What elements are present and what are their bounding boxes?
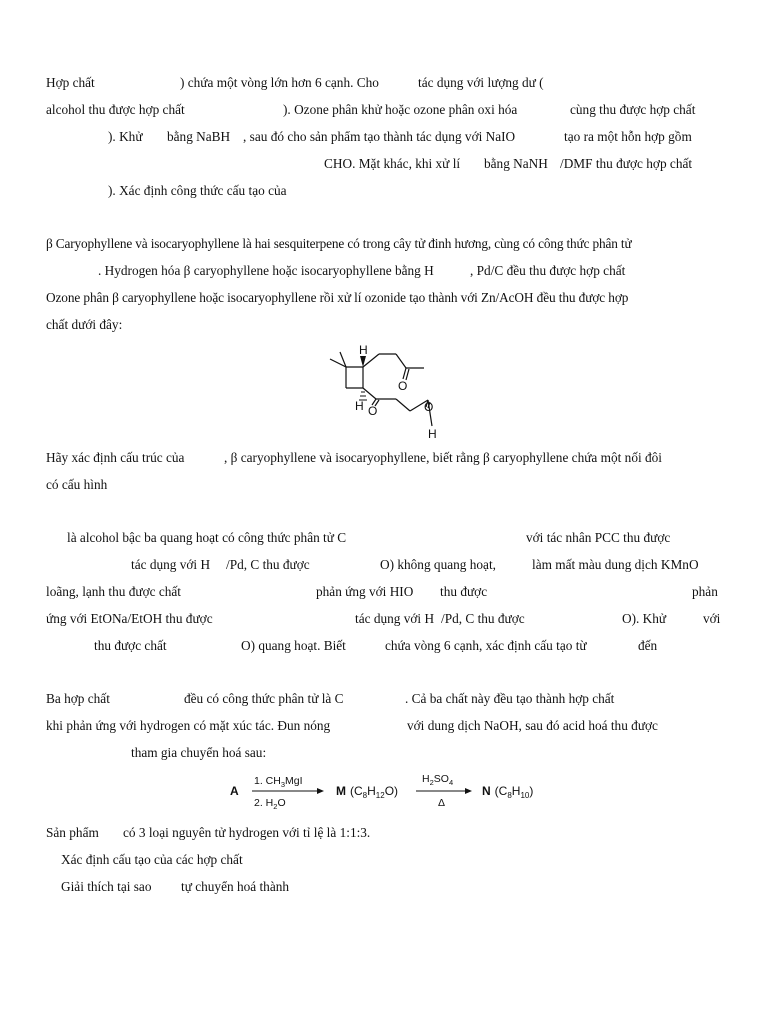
cyclobutane-ozonolysis-structure (320, 338, 450, 440)
p3-text: với tác nhân PCC thu được (526, 530, 671, 545)
compound-n-label: N $(C_8H_{10})$ (482, 784, 534, 800)
p3-text: O) không quang hoạt, (380, 557, 496, 572)
reaction-arrow-2 (416, 788, 472, 794)
p1-text: CHO. Mặt khác, khi xử lí (324, 156, 461, 171)
p3-text: tác dụng với H (355, 611, 435, 626)
p2-text: . Hydrogen hóa β caryophyllene hoặc isocaryophyllene bằng H (98, 263, 434, 278)
p4-text: khi phản ứng với hydrogen có mặt xúc tác. Đun nóng (46, 718, 331, 733)
p2-text: Ozone phân β caryophyllene hoặc isocaryophyllene rồi xử lí ozonide tạo thành với Zn/AcOH đều thu được hợp (46, 290, 629, 305)
p3-text: O) quang hoạt. Biết (241, 638, 346, 653)
p3-text: /Pd, C thu được (226, 557, 310, 572)
p1-text: Hợp chất (46, 75, 95, 90)
p1-text: alcohol thu được hợp chất (46, 102, 185, 117)
p2-text: β Caryophyllene và isocaryophyllene là hai sesquiterpene có trong cây tử đinh hương, cùng có công thức phân tử (46, 236, 632, 251)
step2-heat-symbol: Δ (438, 797, 446, 809)
p3-text: phản (692, 584, 718, 599)
p1-text: ). Khử (108, 129, 143, 144)
p1-text: tác dụng với lượng dư ( (418, 75, 544, 90)
p2-text: , β caryophyllene và isocaryophyllene, biết rằng β caryophyllene chứa một nối đôi (224, 450, 662, 465)
p3-text: chứa vòng 6 cạnh, xác định cấu tạo từ (385, 638, 587, 653)
p3-text: ứng với EtONa/EtOH thu được (46, 611, 213, 626)
p3-text: đến (638, 638, 658, 653)
step2-reagent-top: $H_2SO_4$ (422, 773, 454, 787)
compound-a-label: A (230, 784, 239, 798)
p1-text: cùng thu được hợp chất (570, 102, 696, 117)
h-atom-label: H (428, 427, 437, 440)
step1-reagent-bottom: 2. $H_2O$ (254, 797, 286, 810)
p1-text: , sau đó cho sản phẩm tạo thành tác dụng với NaIO (243, 129, 516, 144)
p3-text: thu được (440, 584, 488, 599)
p1-text: bằng NaBH (167, 129, 231, 144)
p3-text: phản ứng với HIO (316, 584, 414, 599)
p1-text: ) chứa một vòng lớn hơn 6 cạnh. Cho (180, 75, 379, 90)
reaction-arrow-1 (252, 788, 324, 794)
p2-text: chất dưới đây: (46, 317, 123, 332)
p1-text: ). Xác định công thức cấu tạo của (108, 183, 287, 198)
p4-text: Sản phẩm (46, 825, 99, 840)
p2-text: Hãy xác định cấu trúc của (46, 450, 185, 465)
p3-text: với (703, 611, 721, 626)
p3-text: loãng, lạnh thu được chất (46, 584, 181, 599)
p1-text: ). Ozone phân khử hoặc ozone phân oxi hóa (283, 102, 518, 117)
p4-text: tham gia chuyển hoá sau: (131, 745, 267, 760)
p2-text: , Pd/C đều thu được hợp chất (470, 263, 626, 278)
p2-text: có cấu hình (46, 477, 108, 492)
p1-text: /DMF thu được hợp chất (560, 156, 693, 171)
p4-text: . Cả ba chất này đều tạo thành hợp chất (405, 691, 615, 706)
p3-text: làm mất màu dung dịch KMnO (532, 557, 699, 572)
p3-text: là alcohol bậc ba quang hoạt có công thức phân tử C (67, 530, 347, 545)
o-atom-label: O (424, 400, 434, 414)
p4-text: Xác định cấu tạo của các hợp chất (61, 852, 243, 867)
p3-text: thu được chất (94, 638, 167, 653)
o-atom-label: O (368, 404, 378, 418)
p4-text: có 3 loại nguyên tử hydrogen với tỉ lệ là 1:1:3. (123, 825, 371, 840)
p4-text: tự chuyển hoá thành (181, 879, 290, 894)
p1-text: tạo ra một hỗn hợp gồm (564, 129, 692, 144)
p1-text: bằng NaNH (484, 156, 548, 171)
p3-text: O). Khử (622, 611, 667, 626)
compound-m-label: M $(C_8H_{12}O)$ (336, 784, 399, 800)
p4-text: Ba hợp chất (46, 691, 110, 706)
step1-reagent-top: 1. $CH_3MgI$ (254, 775, 303, 789)
p3-text: /Pd, C thu được (441, 611, 525, 626)
p4-text: đều có công thức phân tử là C (184, 691, 344, 706)
p4-text: Giải thích tại sao (61, 879, 152, 894)
p3-text: tác dụng với H (131, 557, 211, 572)
h-atom-label: H (359, 343, 368, 357)
h-atom-label: H (355, 399, 364, 413)
reaction-scheme (226, 768, 556, 810)
o-atom-label: O (398, 379, 408, 393)
p4-text: với dung dịch NaOH, sau đó acid hoá thu được (407, 718, 658, 733)
